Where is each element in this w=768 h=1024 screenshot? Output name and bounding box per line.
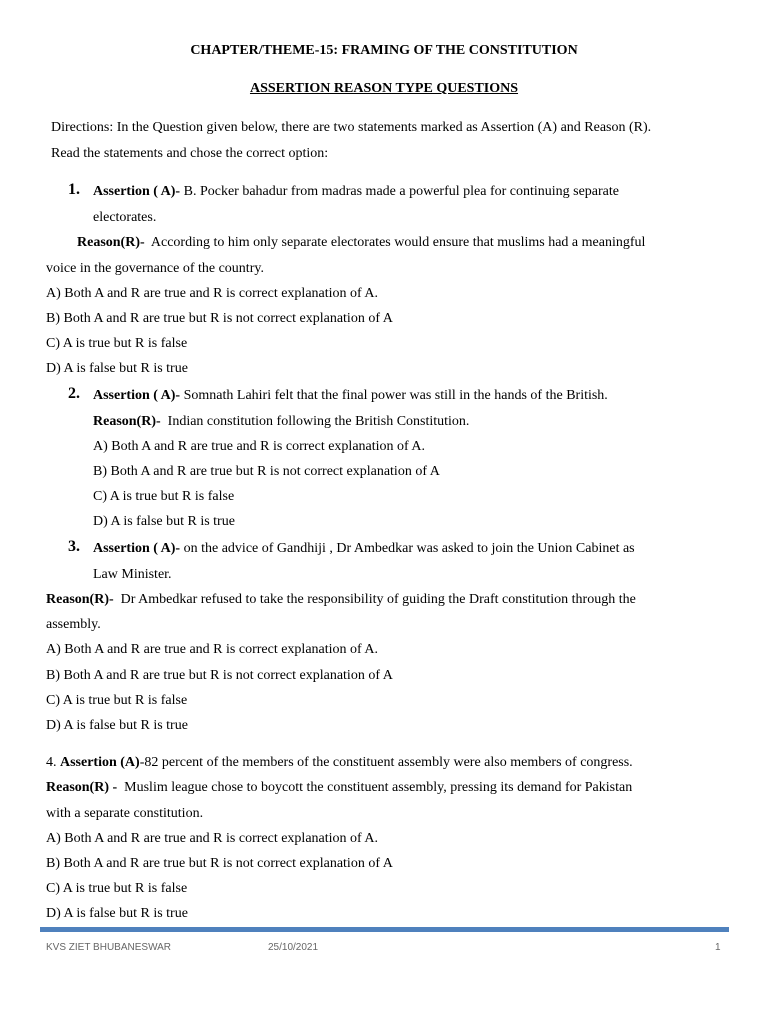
assertion-text: on the advice of Gandhiji , Dr Ambedkar was asked to join the Union Cabinet as [180, 541, 635, 556]
footer-page-number: 1 [715, 942, 721, 953]
option-c: C) A is true but R is false [46, 336, 188, 351]
reason-text-cont: voice in the governance of the country. [46, 261, 264, 276]
reason-text: Dr Ambedkar refused to take the responsibility of guiding the Draft constitution through the [113, 592, 636, 607]
chapter-title: CHAPTER/THEME-15: FRAMING OF THE CONSTITUTION [190, 43, 578, 58]
option-b: B) Both A and R are true but R is not correct explanation of A [46, 668, 393, 683]
assertion-label: Assertion ( A)- [93, 388, 181, 403]
option-c: C) A is true but R is false [93, 489, 235, 504]
reason-line [46, 779, 632, 797]
reason-line [46, 591, 636, 609]
option-b: B) Both A and R are true but R is not correct explanation of A [93, 464, 440, 479]
footer-date: 25/10/2021 [268, 942, 319, 953]
footer-rule [40, 927, 729, 932]
footer-org: KVS ZIET BHUBANESWAR [46, 942, 172, 953]
question-number: 1. [68, 181, 80, 198]
reason-text-cont: with a separate constitution. [46, 806, 204, 821]
reason-line [77, 234, 645, 252]
option-c: C) A is true but R is false [46, 881, 188, 896]
assertion-text: -82 percent of the members of the constituent assembly were also members of congress. [139, 755, 633, 770]
assertion-label: Assertion (A) [60, 755, 140, 770]
assertion-line [46, 754, 633, 772]
option-d: D) A is false but R is true [46, 718, 188, 733]
reason-label: Reason(R)- [77, 235, 145, 250]
option-b: B) Both A and R are true but R is not correct explanation of A [46, 311, 393, 326]
option-c: C) A is true but R is false [46, 693, 188, 708]
section-title: ASSERTION REASON TYPE QUESTIONS [249, 81, 519, 96]
question-number: 3. [68, 538, 80, 555]
option-d: D) A is false but R is true [46, 906, 188, 921]
option-a: A) Both A and R are true and R is correct explanation of A. [46, 286, 379, 301]
reason-text: Muslim league chose to boycott the constituent assembly, pressing its demand for Pakistan [117, 780, 633, 795]
assertion-label: Assertion ( A)- [93, 541, 181, 556]
assertion-text: B. Pocker bahadur from madras made a powerful plea for continuing separate [180, 184, 620, 199]
question-number: 2. [68, 385, 80, 402]
option-d: D) A is false but R is true [46, 361, 188, 376]
reason-label: Reason(R)- [93, 414, 161, 429]
reason-text-cont: assembly. [46, 617, 101, 632]
reason-label: Reason(R) - [46, 780, 118, 795]
assertion-line [93, 540, 635, 558]
assertion-text-cont: Law Minister. [93, 567, 172, 582]
option-a: A) Both A and R are true and R is correct explanation of A. [46, 642, 379, 657]
assertion-line [93, 387, 608, 405]
directions-line-2: Read the statements and chose the correct option: [51, 146, 329, 161]
assertion-text-cont: electorates. [93, 210, 157, 225]
option-d: D) A is false but R is true [93, 514, 235, 529]
reason-text: According to him only separate electorates would ensure that muslims had a meaningful [144, 235, 646, 250]
directions-line-1: Directions: In the Question given below, there are two statements marked as Assertion (A) and Reason (R). [51, 120, 652, 135]
reason-label: Reason(R)- [46, 592, 114, 607]
assertion-label: Assertion ( A)- [93, 184, 181, 199]
reason-line [93, 413, 469, 431]
assertion-line [93, 183, 619, 201]
assertion-text: Somnath Lahiri felt that the final power was still in the hands of the British. [180, 388, 608, 403]
option-a: A) Both A and R are true and R is correct explanation of A. [46, 831, 379, 846]
reason-text: Indian constitution following the British Constitution. [160, 414, 470, 429]
option-b: B) Both A and R are true but R is not correct explanation of A [46, 856, 393, 871]
question-number: 4. [46, 755, 57, 770]
option-a: A) Both A and R are true and R is correct explanation of A. [93, 439, 426, 454]
